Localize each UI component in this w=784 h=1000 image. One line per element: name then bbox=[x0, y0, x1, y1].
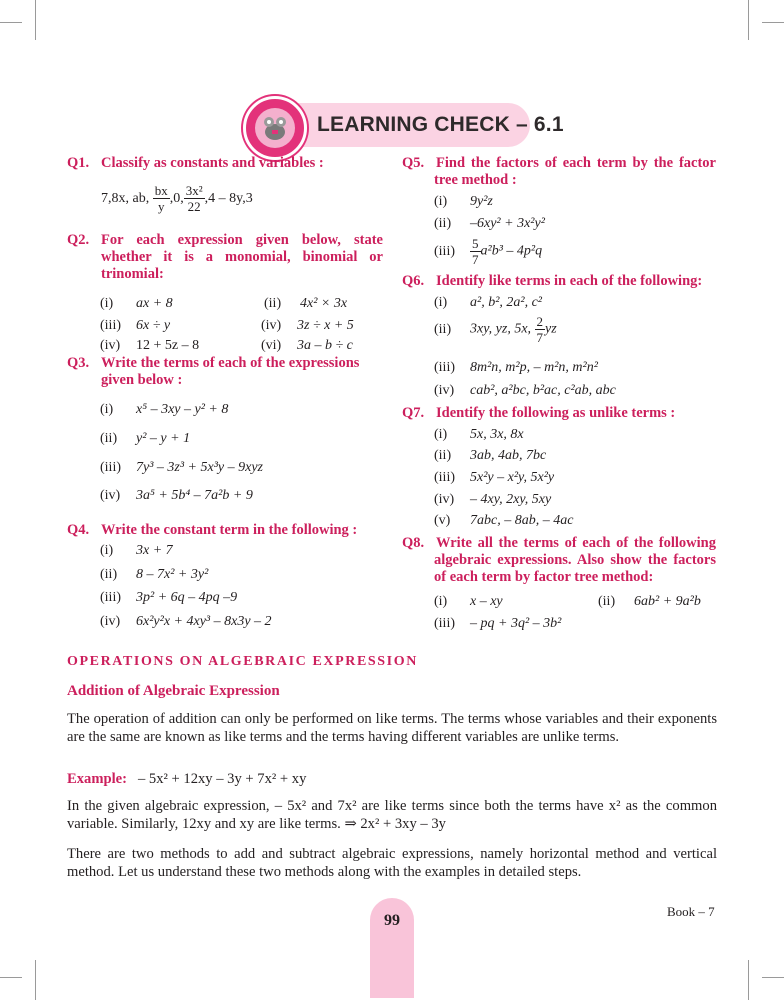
question-5-heading: Q5. Find the factors of each term by the factor tree method : bbox=[402, 155, 716, 188]
list-item: (iii) 3p² + 6q – 4pq –9 bbox=[100, 590, 238, 605]
list-item: (i) ax + 8 bbox=[100, 296, 173, 311]
book-label: Book – 7 bbox=[667, 904, 715, 919]
list-item: (vi) 3a – b ÷ c bbox=[261, 338, 353, 353]
list-item: (i) x⁵ – 3xy – y² + 8 bbox=[100, 402, 229, 417]
list-item: (iv) – 4xy, 2xy, 5xy bbox=[434, 492, 552, 507]
crop-mark bbox=[35, 960, 36, 1000]
list-item: (i) 5x, 3x, 8x bbox=[434, 427, 524, 442]
list-item: (iv) 12 + 5z – 8 bbox=[100, 338, 200, 353]
list-item: (ii) 3xy, yz, 5x, $\frac{2}{7}$ yz bbox=[434, 314, 557, 345]
crop-mark bbox=[762, 22, 784, 23]
crop-mark bbox=[748, 960, 749, 1000]
list-item: (iii) $\frac{5}{7}$ a²b³ – 4p²q bbox=[434, 236, 543, 267]
question-3-heading: Q3. Write the terms of each of the expressions given below : bbox=[67, 355, 360, 388]
list-item: (iv) cab², a²bc, b²ac, c²ab, abc bbox=[434, 383, 616, 398]
crop-mark bbox=[0, 22, 22, 23]
list-item: (ii) y² – y + 1 bbox=[100, 431, 191, 446]
crop-mark bbox=[762, 977, 784, 978]
question-7-heading: Q7. Identify the following as unlike terms : bbox=[402, 405, 676, 421]
list-item: (i) a², b², 2a², c² bbox=[434, 295, 543, 310]
crop-mark bbox=[35, 0, 36, 40]
list-item: (ii) 8 – 7x² + 3y² bbox=[100, 567, 209, 582]
list-item: (iii) 5x²y – x²y, 5x²y bbox=[434, 470, 555, 485]
paragraph: In the given algebraic expression, – 5x² and 7x² are like terms since both the terms have x² as the common variable. Similarly, 12xy and xy are like terms. ⇒ 2x² + 3xy – 3y bbox=[67, 798, 717, 832]
example: Example: – 5x² + 12xy – 3y + 7x² + xy bbox=[67, 771, 307, 787]
list-item: (iii) 6x ÷ y bbox=[100, 318, 171, 333]
question-8-heading: Q8. Write all the terms of each of the following algebraic expressions. Also show the factors of each term by factor tree method: bbox=[402, 535, 716, 585]
page-title: LEARNING CHECK – 6.1 bbox=[317, 113, 564, 136]
crop-mark bbox=[0, 977, 22, 978]
list-item: (i) 9y²z bbox=[434, 194, 493, 209]
crop-mark bbox=[748, 0, 749, 40]
list-item: (v) 7abc, – 8ab, – 4ac bbox=[434, 513, 574, 528]
subsection-title: Addition of Algebraic Expression bbox=[67, 683, 280, 699]
question-6-heading: Q6. Identify like terms in each of the following: bbox=[402, 273, 703, 289]
list-item: (ii) 3ab, 4ab, 7bc bbox=[434, 448, 547, 463]
question-2-heading: Q2. For each expression given below, state whether it is a monomial, binomial or trinomial: bbox=[67, 232, 383, 282]
list-item: (iv) 6x²y²x + 4xy³ – 8x3y – 2 bbox=[100, 614, 272, 629]
question-number: Q1. bbox=[67, 155, 90, 171]
list-item: (ii) –6xy² + 3x²y² bbox=[434, 216, 545, 231]
list-item: (iv) 3z ÷ x + 5 bbox=[261, 318, 354, 333]
list-item: (i) x – xy bbox=[434, 594, 503, 609]
section-title: OPERATIONS ON ALGEBRAIC EXPRESSION bbox=[67, 654, 418, 669]
list-item: (iii) 8m²n, m²p, – m²n, m²n² bbox=[434, 360, 598, 375]
list-item: (ii) 4x² × 3x bbox=[264, 296, 348, 311]
page-number: 99 bbox=[384, 912, 400, 929]
list-item: (iii) 7y³ – 3z³ + 5x³y – 9xyz bbox=[100, 460, 264, 475]
list-item: (ii) 6ab² + 9a²b bbox=[598, 594, 701, 609]
question-4-heading: Q4. Write the constant term in the following : bbox=[67, 522, 358, 538]
mascot-icon bbox=[243, 96, 307, 160]
question-1-expression: 7,8x, ab, $\frac{bx}{y}$ ,0, $\frac{\text{3x²}}{22}$ ,4 – 8y,3 bbox=[101, 183, 253, 214]
question-1-heading bbox=[67, 155, 324, 172]
paragraph: There are two methods to add and subtract algebraic expressions, namely horizontal method and vertical method. Let us understand these two methods along with the examples in detailed steps. bbox=[67, 846, 717, 880]
list-item: (iv) 3a⁵ + 5b⁴ – 7a²b + 9 bbox=[100, 488, 253, 503]
list-item: (i) 3x + 7 bbox=[100, 543, 173, 558]
list-item: (iii) – pq + 3q² – 3b² bbox=[434, 616, 562, 631]
paragraph: The operation of addition can only be performed on like terms. The terms whose variables and their exponents are the same are known as like terms and the terms having different variables are unlike terms. bbox=[67, 711, 717, 745]
question-text: Classify as constants and variables : bbox=[101, 155, 324, 171]
